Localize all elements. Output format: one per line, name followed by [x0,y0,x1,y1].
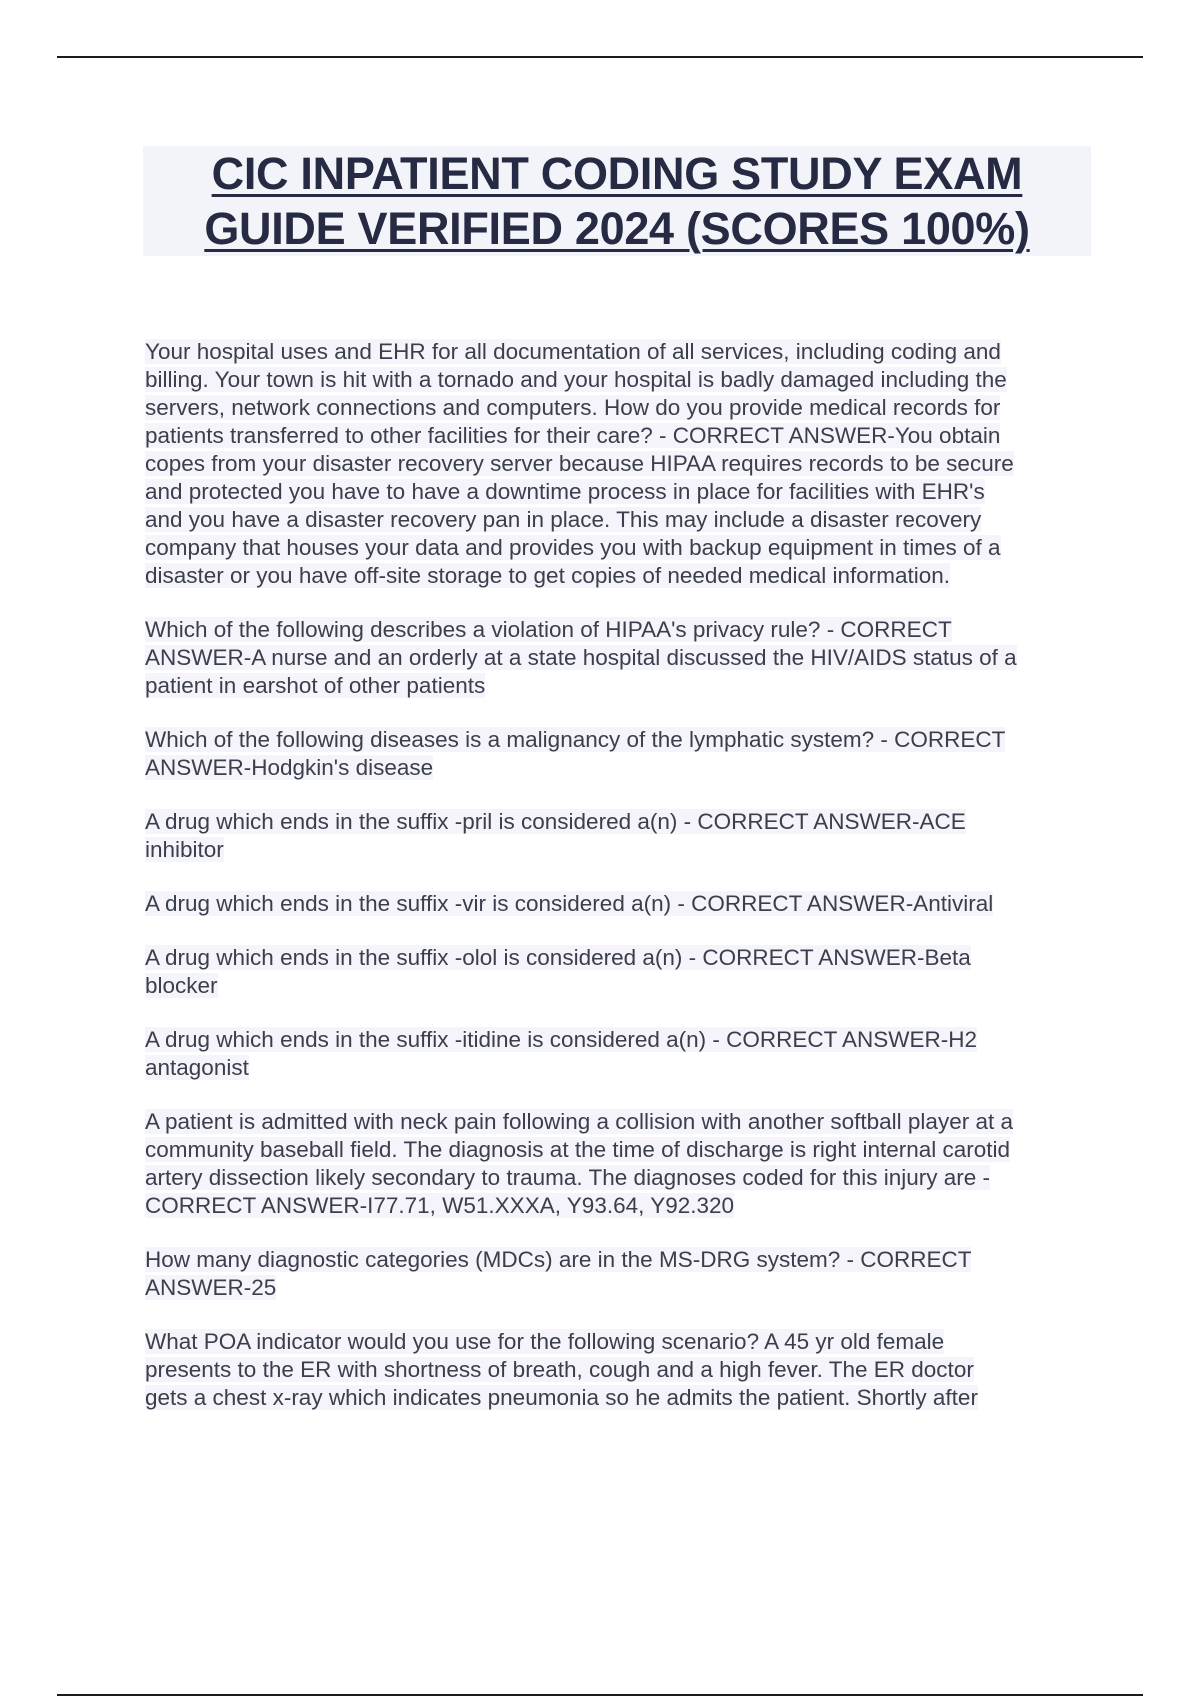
qa-line-text: Which of the following describes a violation of HIPAA's privacy rule? - CORRECT [145,617,952,642]
qa-line [145,366,1085,394]
qa-line [145,1164,1085,1192]
top-rule [57,56,1143,58]
qa-line [145,726,1085,754]
qa-line [145,450,1085,478]
qa-line-text: billing. Your town is hit with a tornado and your hospital is badly damaged including the [145,367,1007,392]
qa-item [145,1026,1085,1082]
qa-line-text: patients transferred to other facilities for their care? - CORRECT ANSWER-You obtain [145,423,1001,448]
qa-line-text: ANSWER-25 [145,1275,277,1300]
qa-line-text: inhibitor [145,837,224,862]
qa-line [145,1136,1085,1164]
qa-item [145,616,1085,700]
qa-line-text: and you have a disaster recovery pan in place. This may include a disaster recovery [145,507,982,532]
qa-line [145,1192,1085,1220]
bottom-rule [57,1694,1143,1696]
qa-line-text: Your hospital uses and EHR for all documentation of all services, including coding and [145,339,1001,364]
qa-line-text: A drug which ends in the suffix -olol is considered a(n) - CORRECT ANSWER-Beta [145,945,971,970]
qa-line-text: artery dissection likely secondary to trauma. The diagnoses coded for this injury are - [145,1165,990,1190]
qa-line [145,1328,1085,1356]
qa-line-text: How many diagnostic categories (MDCs) are in the MS-DRG system? - CORRECT [145,1247,972,1272]
qa-item [145,726,1085,782]
qa-line-text: blocker [145,973,218,998]
qa-line-text: What POA indicator would you use for the following scenario? A 45 yr old female [145,1329,945,1354]
qa-line-text: servers, network connections and computers. How do you provide medical records for [145,395,1001,420]
qa-item [145,944,1085,1000]
qa-line-text: Which of the following diseases is a malignancy of the lymphatic system? - CORRECT [145,727,1006,752]
qa-line [145,1246,1085,1274]
qa-line-text: CORRECT ANSWER-I77.71, W51.XXXA, Y93.64, Y92.320 [145,1193,735,1218]
qa-line [145,890,1085,918]
qa-line-text: antagonist [145,1055,249,1080]
qa-line-text: A drug which ends in the suffix -itidine is considered a(n) - CORRECT ANSWER-H2 [145,1027,977,1052]
qa-item [145,808,1085,864]
qa-line-text: A drug which ends in the suffix -vir is considered a(n) - CORRECT ANSWER-Antiviral [145,891,994,916]
qa-line [145,506,1085,534]
qa-line [145,422,1085,450]
qa-item [145,1108,1085,1220]
qa-line-text: disaster or you have off-site storage to get copies of needed medical information. [145,563,951,588]
qa-line [145,1274,1085,1302]
qa-line [145,808,1085,836]
qa-line-text: company that houses your data and provides you with backup equipment in times of a [145,535,1001,560]
qa-line [145,644,1085,672]
qa-line-text: copes from your disaster recovery server because HIPAA requires records to be secure [145,451,1014,476]
title-line-2: GUIDE VERIFIED 2024 (SCORES 100%) [204,203,1030,254]
qa-line [145,754,1085,782]
qa-item [145,1246,1085,1302]
qa-line-text: patient in earshot of other patients [145,673,486,698]
qa-line [145,836,1085,864]
qa-item [145,890,1085,918]
qa-line-text: gets a chest x-ray which indicates pneumonia so he admits the patient. Shortly after [145,1385,978,1410]
qa-line [145,534,1085,562]
qa-line [145,1026,1085,1054]
qa-line [145,944,1085,972]
qa-line-text: and protected you have to have a downtime process in place for facilities with EHR's [145,479,985,504]
qa-line-text: ANSWER-A nurse and an orderly at a state hospital discussed the HIV/AIDS status of a [145,645,1017,670]
qa-line-text: A drug which ends in the suffix -pril is considered a(n) - CORRECT ANSWER-ACE [145,809,966,834]
qa-line [145,1356,1085,1384]
qa-line [145,562,1085,590]
document-title [143,146,1091,256]
qa-line [145,1384,1085,1412]
qa-line [145,972,1085,1000]
qa-line [145,338,1085,366]
qa-line-text: presents to the ER with shortness of breath, cough and a high fever. The ER doctor [145,1357,974,1382]
qa-line-text: community baseball field. The diagnosis at the time of discharge is right internal carotid [145,1137,1011,1162]
qa-item [145,1328,1085,1412]
qa-line [145,672,1085,700]
qa-line [145,1054,1085,1082]
qa-line-text: ANSWER-Hodgkin's disease [145,755,434,780]
qa-line [145,616,1085,644]
qa-line-text: A patient is admitted with neck pain following a collision with another softball player at a [145,1109,1013,1134]
qa-item [145,338,1085,590]
qa-list [145,338,1085,1438]
qa-line [145,478,1085,506]
qa-line [145,1108,1085,1136]
title-line-1: CIC INPATIENT CODING STUDY EXAM [211,148,1023,199]
qa-line [145,394,1085,422]
